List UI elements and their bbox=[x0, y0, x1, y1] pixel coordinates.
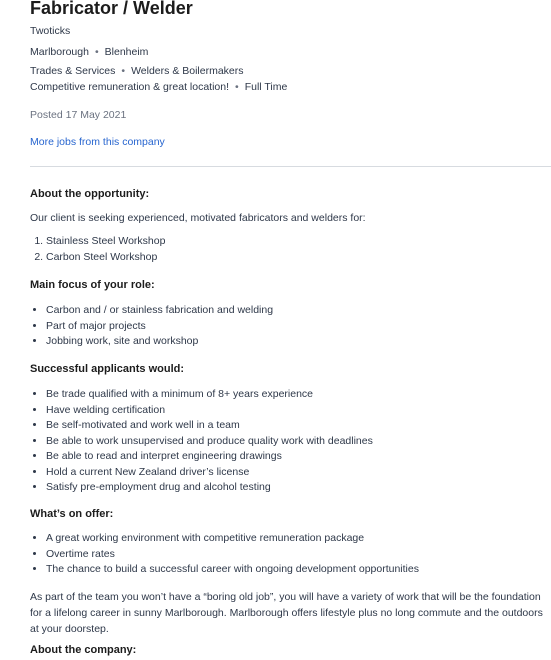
list-item: • Carbon and / or stainless fabrication and welding bbox=[46, 303, 273, 319]
list-item: • Overtime rates bbox=[46, 547, 419, 563]
company-name[interactable]: Twoticks bbox=[30, 25, 71, 37]
list-item: 2. Carbon Steel Workshop bbox=[46, 250, 165, 266]
list-item: 1. Stainless Steel Workshop bbox=[46, 234, 165, 250]
list-item: • A great working environment with competitive remuneration package bbox=[46, 531, 419, 547]
posted-date: Posted 17 May 2021 bbox=[30, 109, 127, 121]
closing-paragraph: As part of the team you won’t have a “boring old job”, you will have a variety of work that will be the foundation for a lifelong career in sunny Marlborough. Marlborough offers lifestyle plus no long commute and the outdoors at your doorstep. bbox=[30, 591, 543, 635]
classification-line bbox=[30, 65, 244, 77]
list-item: • Have welding certification bbox=[46, 403, 373, 419]
job-summary: Competitive remuneration & great location! bbox=[30, 81, 230, 93]
list-item: • Jobbing work, site and workshop bbox=[46, 334, 273, 350]
offer-list bbox=[30, 531, 419, 578]
more-jobs-link[interactable]: More jobs from this company bbox=[30, 136, 165, 148]
list-item: • The chance to build a successful career with ongoing development opportunities bbox=[46, 562, 419, 578]
opportunity-list bbox=[30, 234, 165, 265]
summary-line bbox=[30, 81, 287, 93]
company-heading: About the company: bbox=[30, 644, 137, 656]
classification-category[interactable]: Trades & Services bbox=[30, 65, 116, 77]
list-item: • Satisfy pre-employment drug and alcohol testing bbox=[46, 480, 373, 496]
list-item: • Be able to read and interpret engineering drawings bbox=[46, 449, 373, 465]
separator-dot: • bbox=[121, 65, 126, 77]
job-title: Fabricator / Welder bbox=[30, 0, 193, 18]
divider bbox=[30, 166, 551, 167]
classification-subcategory[interactable]: Welders & Boilermakers bbox=[131, 65, 244, 77]
applicants-heading: Successful applicants would: bbox=[30, 363, 185, 375]
list-item: • Be self-motivated and work well in a team bbox=[46, 418, 373, 434]
separator-dot: • bbox=[235, 81, 239, 93]
list-item: • Be trade qualified with a minimum of 8+ years experience bbox=[46, 387, 373, 403]
location-area[interactable]: Blenheim bbox=[104, 46, 149, 58]
location-line bbox=[30, 46, 148, 58]
separator-dot: • bbox=[94, 46, 99, 58]
applicants-list bbox=[30, 387, 373, 496]
list-item: • Part of major projects bbox=[46, 319, 273, 335]
focus-list bbox=[30, 303, 273, 350]
work-type[interactable]: Full Time bbox=[244, 81, 288, 93]
focus-heading: Main focus of your role: bbox=[30, 279, 155, 291]
list-item: • Hold a current New Zealand driver’s license bbox=[46, 465, 373, 481]
opportunity-intro: Our client is seeking experienced, motivated fabricators and welders for: bbox=[30, 212, 366, 224]
opportunity-heading: About the opportunity: bbox=[30, 188, 150, 200]
location-region[interactable]: Marlborough bbox=[30, 46, 89, 58]
list-item: • Be able to work unsupervised and produce quality work with deadlines bbox=[46, 434, 373, 450]
offer-heading: What’s on offer: bbox=[30, 508, 114, 520]
